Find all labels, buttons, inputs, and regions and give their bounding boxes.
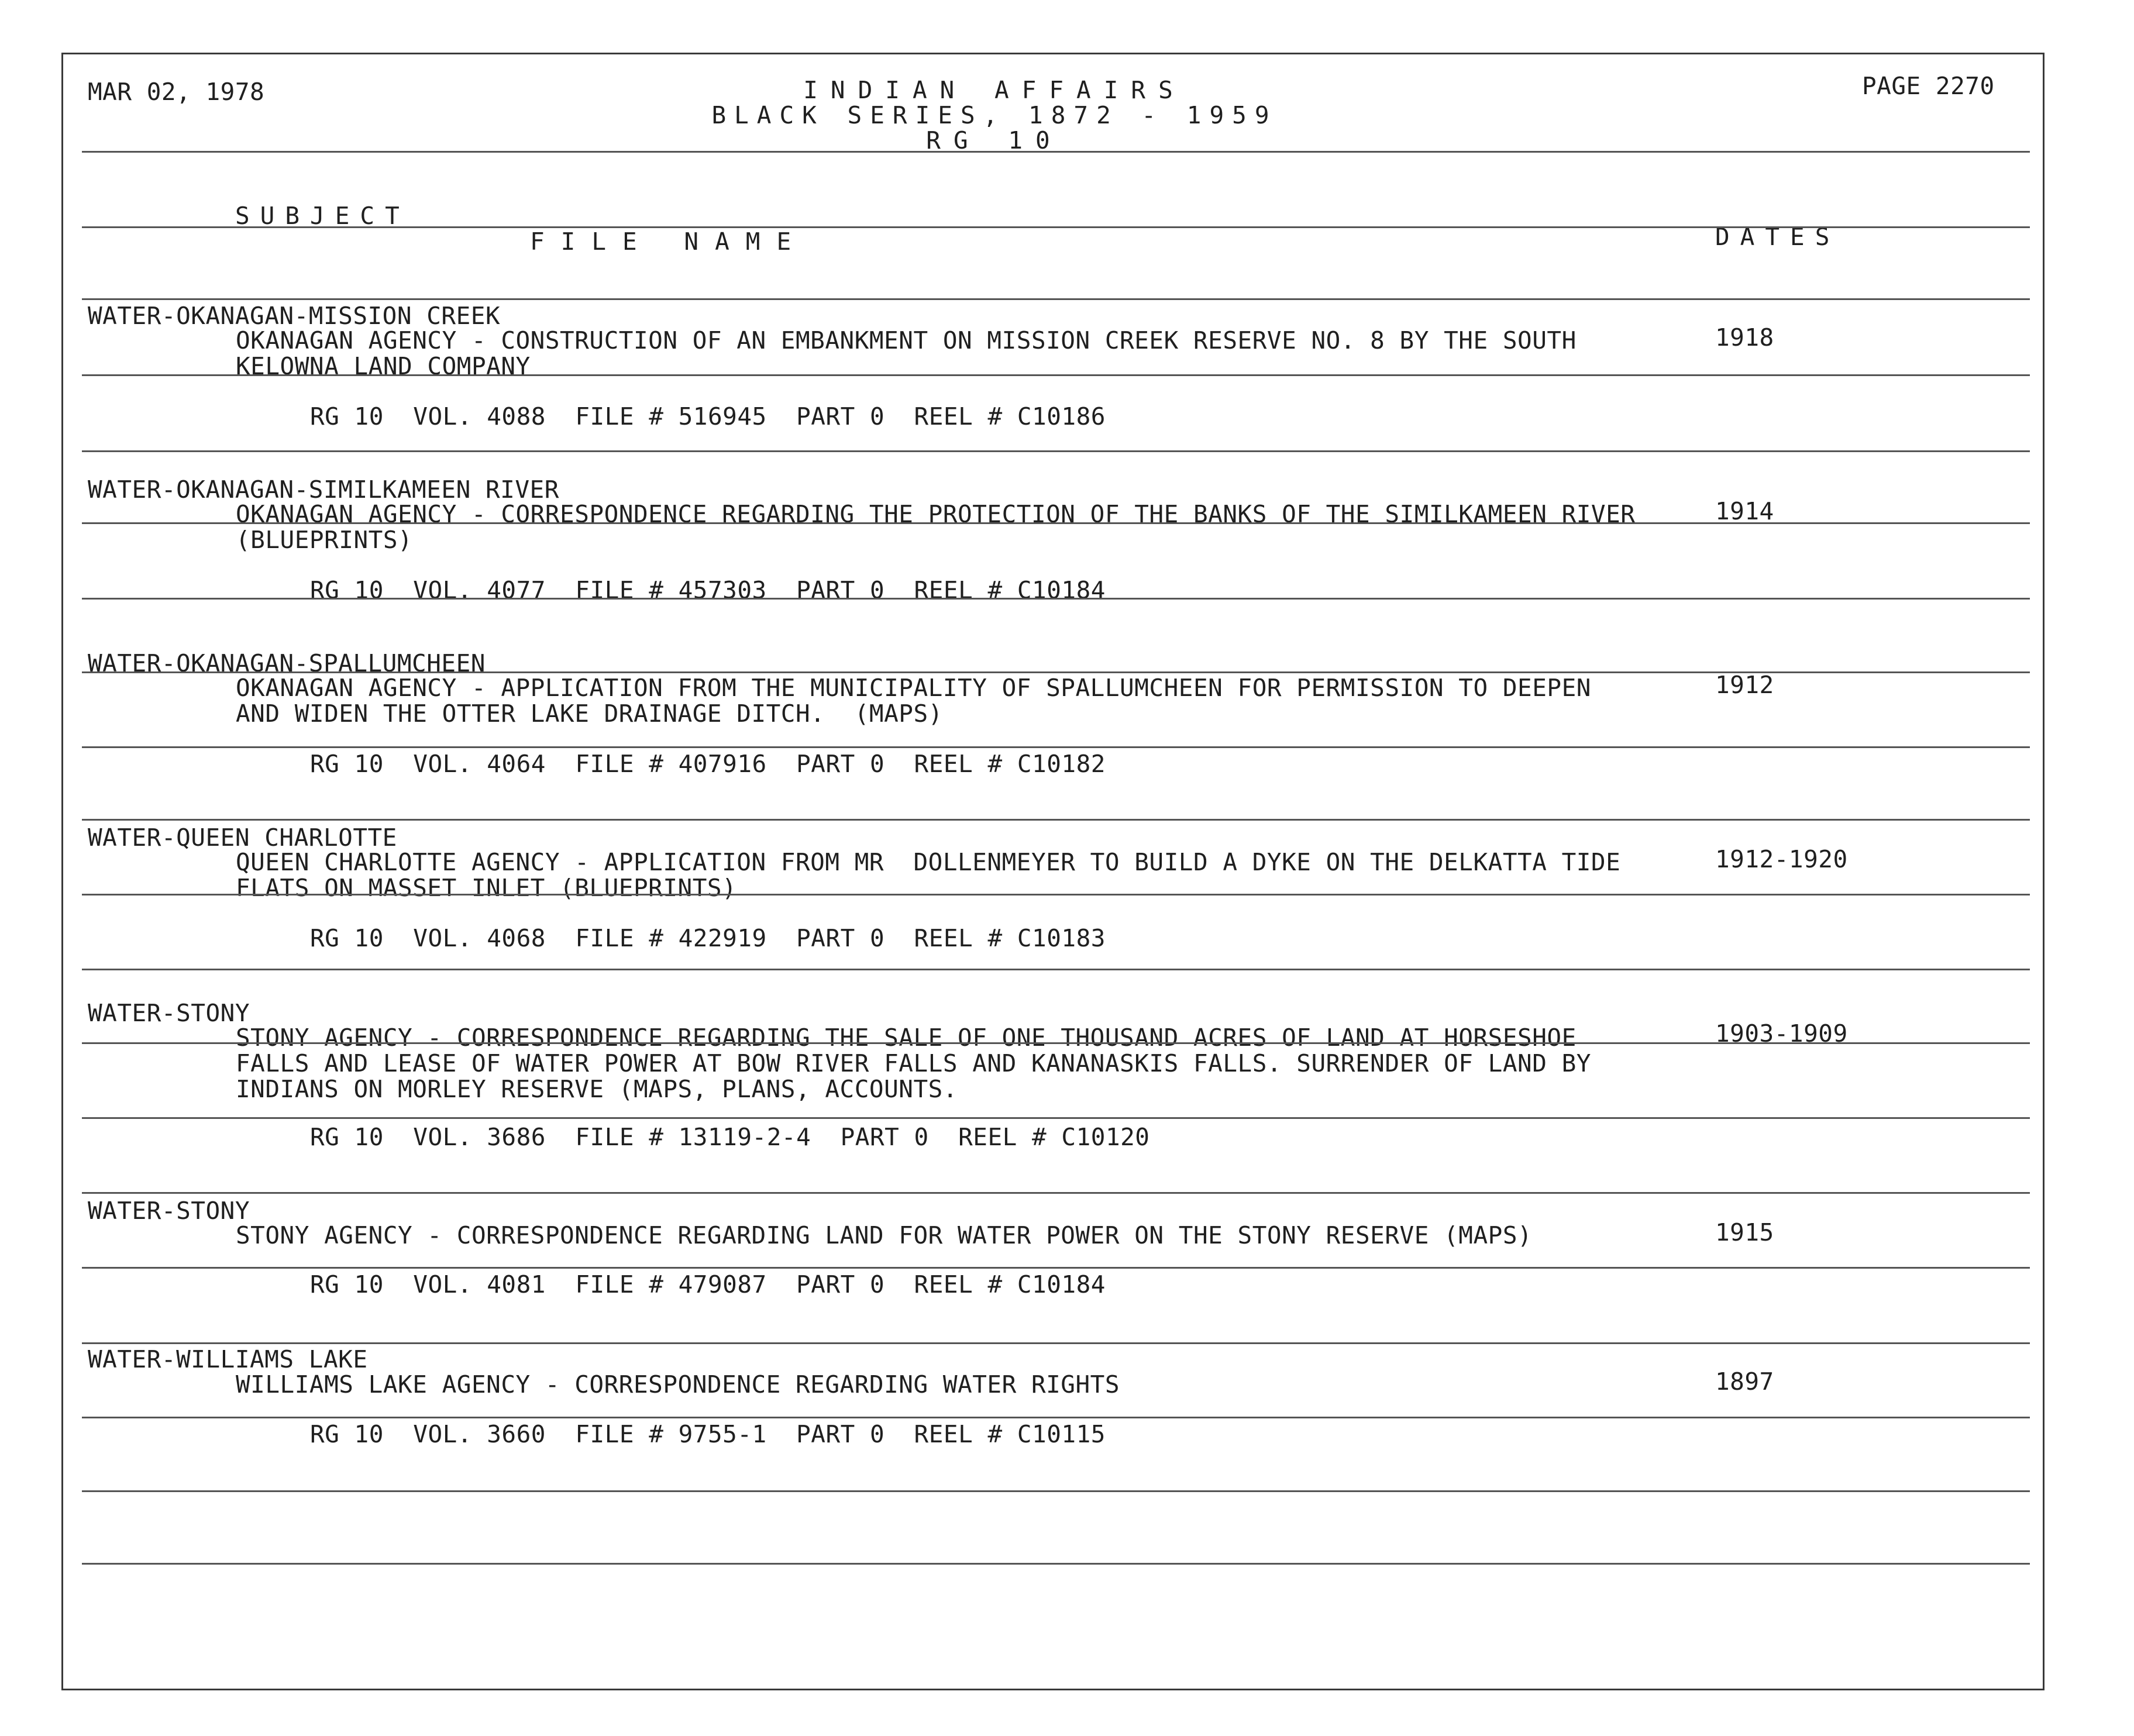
entry-description-line: STONY AGENCY - CORRESPONDENCE REGARDING THE SALE OF ONE THOUSAND ACRES OF LAND AT HORSESHOE xyxy=(236,1024,1577,1052)
entry-description-line: QUEEN CHARLOTTE AGENCY - APPLICATION FROM MR DOLLENMEYER TO BUILD A DYKE ON THE DELKATTA TIDE xyxy=(236,848,1621,876)
entry-reference: RG 10 VOL. 4088 FILE # 516945 PART 0 REEL # C10186 xyxy=(310,402,1106,430)
entry-description-line: WILLIAMS LAKE AGENCY - CORRESPONDENCE REGARDING WATER RIGHTS xyxy=(236,1370,1120,1399)
divider xyxy=(82,1563,2030,1565)
entry-description-line: OKANAGAN AGENCY - APPLICATION FROM THE MUNICIPALITY OF SPALLUMCHEEN FOR PERMISSION TO DEEPEN xyxy=(236,674,1591,702)
entry-description-line: FLATS ON MASSET INLET (BLUEPRINTS) xyxy=(236,874,737,902)
entry-dates: 1914 xyxy=(1715,497,1774,525)
divider xyxy=(82,522,2030,524)
entry-subject: WATER-OKANAGAN-MISSION CREEK xyxy=(88,302,501,330)
column-dates: DATES xyxy=(1715,223,1840,251)
divider xyxy=(82,894,2030,895)
entry-reference: RG 10 VOL. 3660 FILE # 9755-1 PART 0 REEL # C10115 xyxy=(310,1420,1106,1448)
divider xyxy=(82,1490,2030,1492)
entry-subject: WATER-QUEEN CHARLOTTE xyxy=(88,824,397,852)
entry-description-line: STONY AGENCY - CORRESPONDENCE REGARDING LAND FOR WATER POWER ON THE STONY RESERVE (MAPS) xyxy=(236,1221,1533,1249)
entry-subject: WATER-STONY xyxy=(88,1197,250,1225)
entry-subject: WATER-WILLIAMS LAKE xyxy=(88,1345,368,1373)
entry-description-line: FALLS AND LEASE OF WATER POWER AT BOW RIVER FALLS AND KANANASKIS FALLS. SURRENDER OF LAND BY xyxy=(236,1049,1591,1077)
divider xyxy=(82,671,2030,673)
divider xyxy=(82,1117,2030,1119)
report-record-group: RG 10 xyxy=(926,126,1063,154)
entry-description-line: (BLUEPRINTS) xyxy=(236,526,413,554)
entry-reference: RG 10 VOL. 3686 FILE # 13119-2-4 PART 0 REEL # C10120 xyxy=(310,1123,1150,1151)
divider xyxy=(82,1042,2030,1044)
entry-dates: 1912 xyxy=(1715,671,1774,699)
entry-dates: 1903-1909 xyxy=(1715,1019,1848,1048)
entry-reference: RG 10 VOL. 4068 FILE # 422919 PART 0 REEL # C10183 xyxy=(310,924,1106,952)
entry-description-line: AND WIDEN THE OTTER LAKE DRAINAGE DITCH. (MAPS) xyxy=(236,700,943,728)
entry-subject: WATER-OKANAGAN-SPALLUMCHEEN xyxy=(88,649,486,677)
report-series: BLACK SERIES, 1872 - 1959 xyxy=(711,101,1278,129)
divider xyxy=(82,819,2030,821)
column-subject: SUBJECT xyxy=(235,202,410,230)
entry-reference: RG 10 VOL. 4081 FILE # 479087 PART 0 REEL # C10184 xyxy=(310,1270,1106,1298)
entry-dates: 1912-1920 xyxy=(1715,845,1848,873)
divider xyxy=(82,1267,2030,1269)
page-number: PAGE 2270 xyxy=(1862,72,1995,100)
divider xyxy=(82,746,2030,748)
divider xyxy=(82,226,2030,228)
column-file-name: FILE NAME xyxy=(530,228,808,256)
divider xyxy=(82,598,2030,600)
divider xyxy=(82,450,2030,452)
entry-description-line: OKANAGAN AGENCY - CONSTRUCTION OF AN EMBANKMENT ON MISSION CREEK RESERVE NO. 8 BY THE SOUTH xyxy=(236,326,1577,354)
divider xyxy=(82,1192,2030,1194)
entry-subject: WATER-STONY xyxy=(88,999,250,1027)
entry-description-line: KELOWNA LAND COMPANY xyxy=(236,352,531,380)
report-title: INDIAN AFFAIRS xyxy=(803,76,1186,104)
divider xyxy=(82,1342,2030,1344)
entry-reference: RG 10 VOL. 4077 FILE # 457303 PART 0 REEL # C10184 xyxy=(310,576,1106,604)
divider xyxy=(82,1417,2030,1418)
divider xyxy=(82,298,2030,300)
entry-subject: WATER-OKANAGAN-SIMILKAMEEN RIVER xyxy=(88,476,559,504)
entry-description-line: OKANAGAN AGENCY - CORRESPONDENCE REGARDING THE PROTECTION OF THE BANKS OF THE SIMILKAMEEN RIVER xyxy=(236,500,1636,528)
entry-description-line: INDIANS ON MORLEY RESERVE (MAPS, PLANS, ACCOUNTS. xyxy=(236,1075,958,1103)
entry-reference: RG 10 VOL. 4064 FILE # 407916 PART 0 REEL # C10182 xyxy=(310,750,1106,778)
divider xyxy=(82,374,2030,376)
entry-dates: 1915 xyxy=(1715,1218,1774,1246)
report-date: MAR 02, 1978 xyxy=(88,78,265,106)
entry-dates: 1918 xyxy=(1715,323,1774,352)
divider xyxy=(82,151,2030,153)
entry-dates: 1897 xyxy=(1715,1368,1774,1396)
divider xyxy=(82,969,2030,970)
